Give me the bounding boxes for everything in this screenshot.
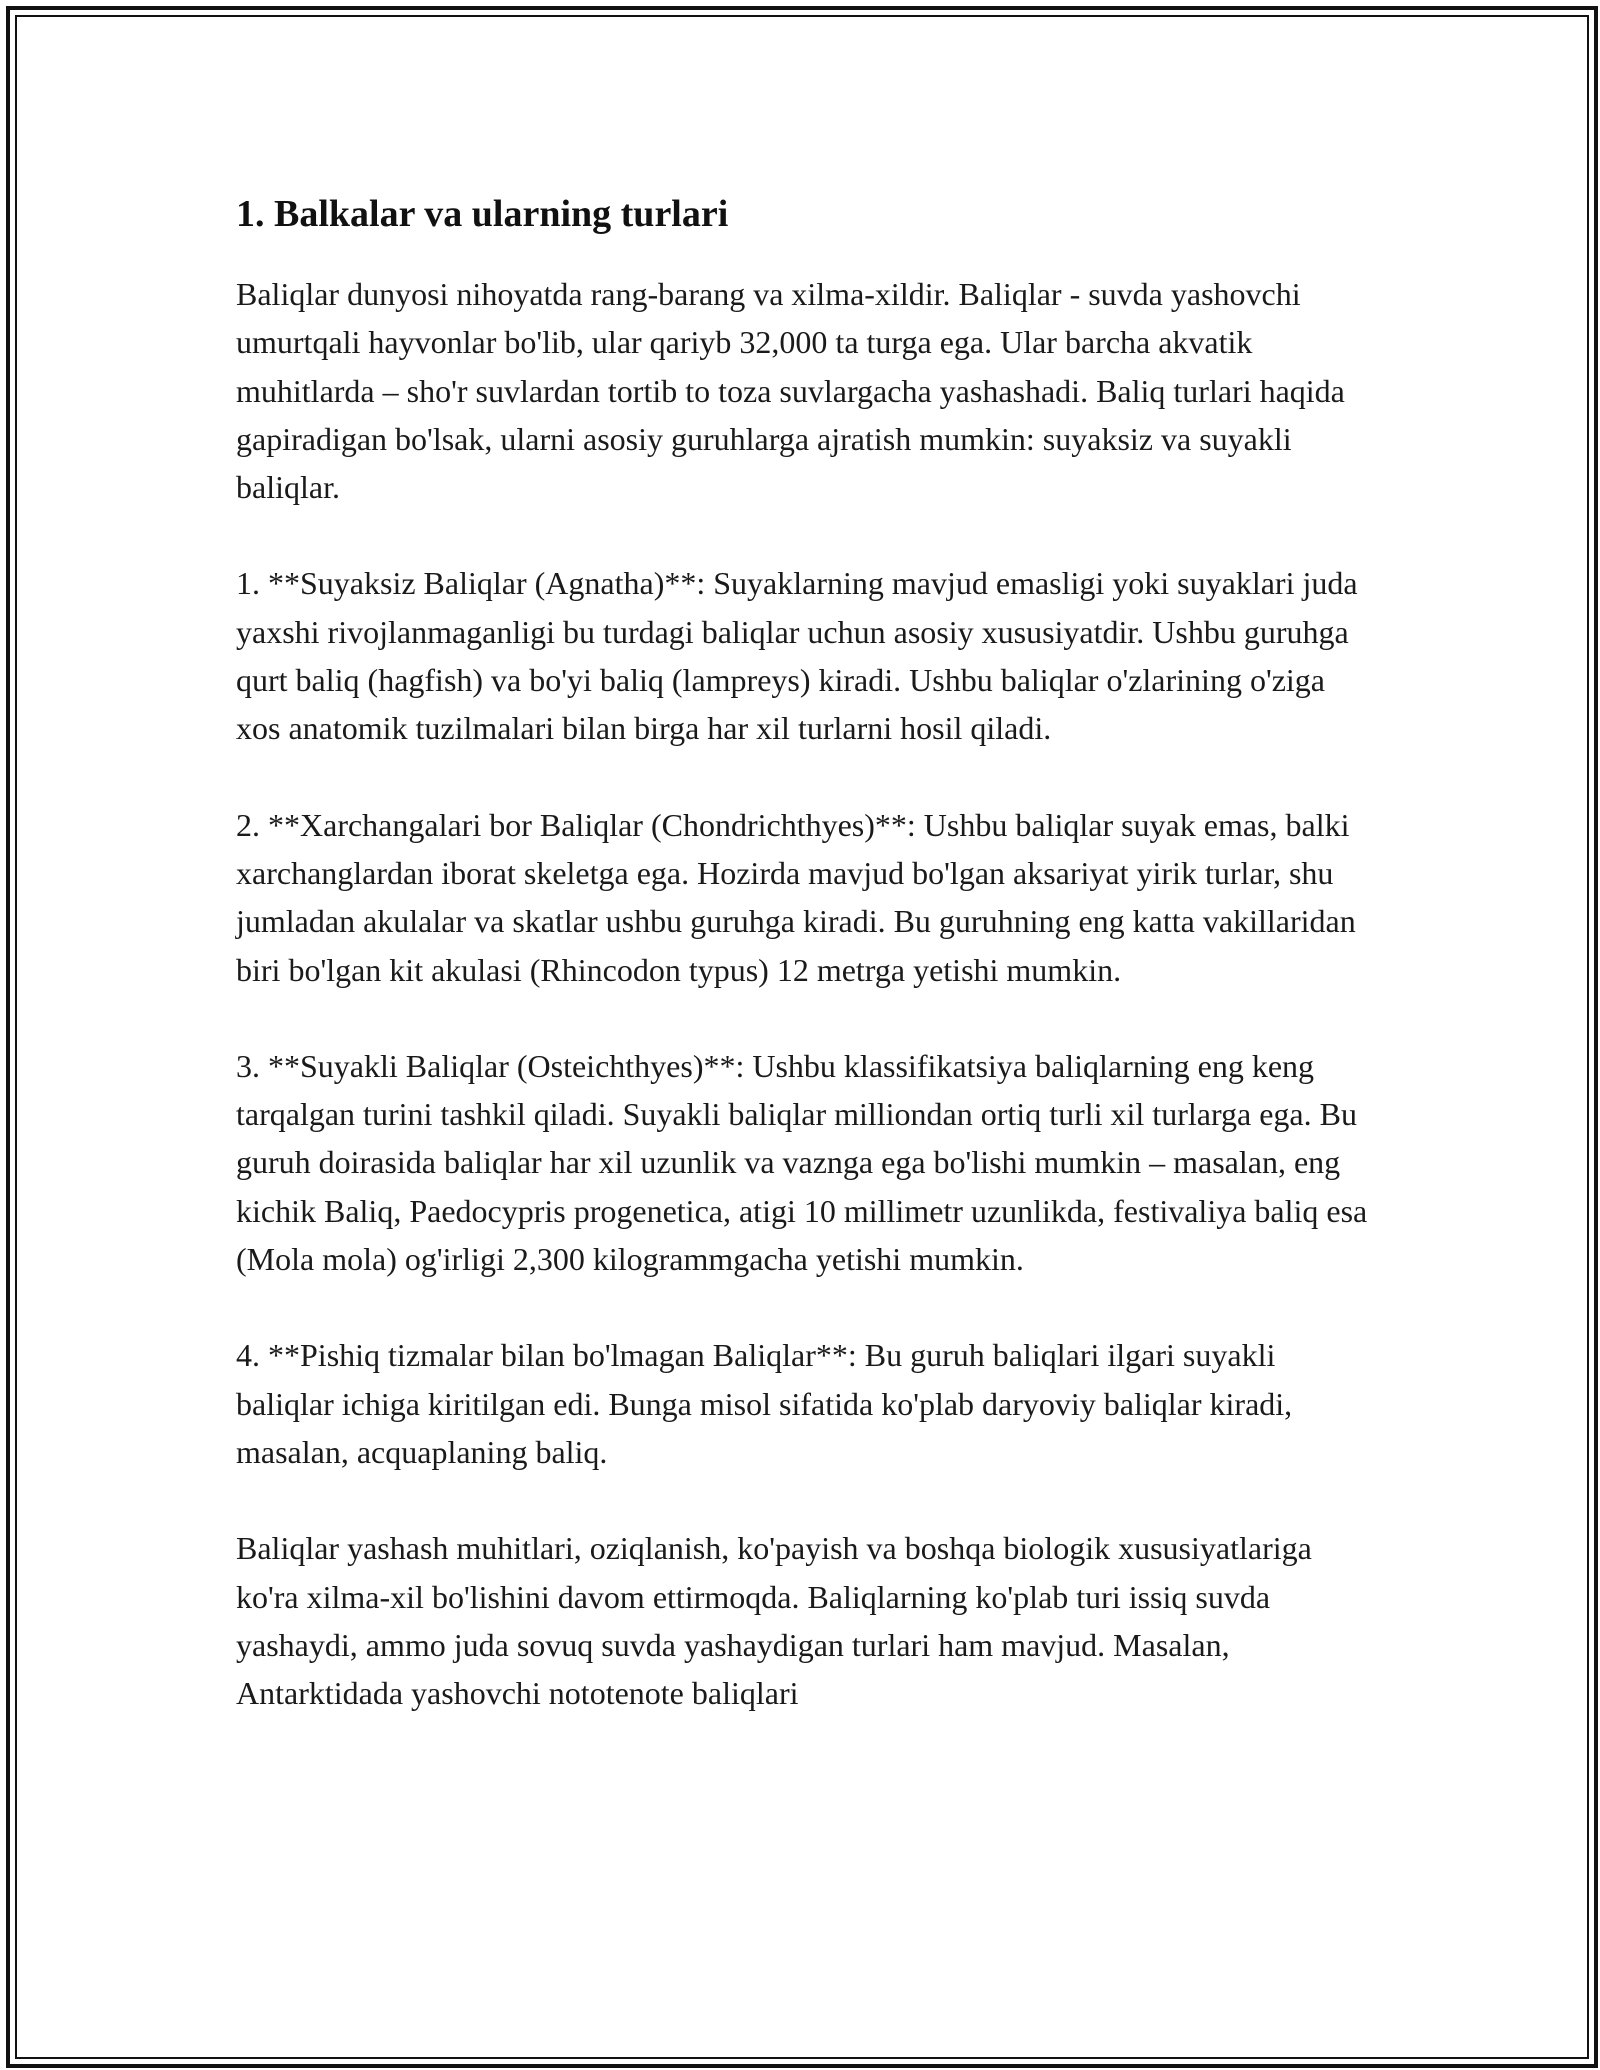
paragraph-chondrichthyes: 2. **Xarchangalari bor Baliqlar (Chondrichthyes)**: Ushbu baliqlar suyak emas, balki xarchanglardan iborat skeletga ega. Hozirda mavjud bo'lgan aksariyat yirik turlar, shu jumladan akulalar va skatlar ushbu guruhga kiradi. Bu guruhning eng katta vakillaridan biri bo'lgan kit akulasi (Rhincodon typus) 12 metrga yetishi mumkin. [236, 806, 1356, 988]
paragraph-agnatha: 1. **Suyaksiz Baliqlar (Agnatha)**: Suyaklarning mavjud emasligi yoki suyaklari juda yaxshi rivojlanmaganligi bu turdagi baliqlar uchun asosiy xususiyatdir. Ushbu guruhga qurt baliq (hagfish) va bo'yi baliq (lampreys) kiradi. Ushbu baliqlar o'zlarining o'ziga xos anatomik tuzilmalari bilan birga har xil turlarni hosil qiladi. [236, 565, 1358, 747]
section-title: 1. Balkalar va ularning turlari [236, 193, 729, 235]
closing-paragraph: Baliqlar yashash muhitlari, oziqlanish, ko'payish va boshqa biologik xususiyatlariga ko'ra xilma-xil bo'lishini davom ettirmoqda. Baliqlarning ko'plab turi issiq suvda yashaydi, ammo juda sovuq suvda yashaydigan turlari ham mavjud. Masalan, Antarktidada yashovchi nototenote baliqlari [236, 1530, 1312, 1712]
intro-paragraph: Baliqlar dunyosi nihoyatda rang-barang va xilma-xildir. Baliqlar - suvda yashovchi umurtqali hayvonlar bo'lib, ular qariyb 32,000 ta turga ega. Ular barcha akvatik muhitlarda – sho'r suvlardan tortib to toza suvlargacha yashashadi. Baliq turlari haqida gapiradigan bo'lsak, ularni asosiy guruhlarga ajratish mumkin: suyaksiz va suyakli baliqlar. [236, 276, 1345, 506]
paragraph-osteichthyes: 3. **Suyakli Baliqlar (Osteichthyes)**: Ushbu klassifikatsiya baliqlarning eng keng tarqalgan turini tashkil qiladi. Suyakli baliqlar milliondan ortiq turli xil turlarga ega. Bu guruh doirasida baliqlar har xil uzunlik va vaznga ega bo'lishi mumkin – masalan, eng kichik Baliq, Paedocypris progenetica, atigi 10 millimetr uzunlikda, festivaliya baliq esa (Mola mola) og'irligi 2,300 kilogrammgacha yetishi mumkin. [236, 1047, 1368, 1278]
paragraph-group-4: 4. **Pishiq tizmalar bilan bo'lmagan Baliqlar**: Bu guruh baliqlari ilgari suyakli baliqlar ichiga kiritilgan edi. Bunga misol sifatida ko'plab daryoviy baliqlar kiradi, masalan, acquaplaning baliq. [236, 1337, 1293, 1470]
document-body [236, 186, 1376, 1717]
